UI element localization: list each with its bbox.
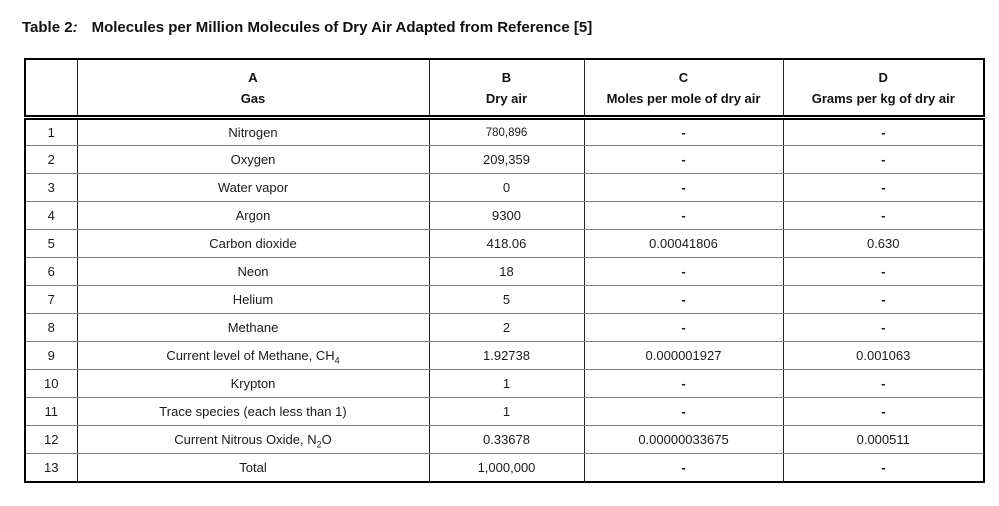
cell-row-number: 11 xyxy=(25,398,77,426)
table-row xyxy=(25,174,984,202)
cell-dry-air: 18 xyxy=(429,258,584,286)
cell-gas-name: Neon xyxy=(77,258,429,286)
header-label xyxy=(28,88,75,109)
cell-dry-air: 780,896 xyxy=(429,118,584,146)
cell-gas-name: Argon xyxy=(77,202,429,230)
cell-dry-air: 9300 xyxy=(429,202,584,230)
cell-row-number: 9 xyxy=(25,342,77,370)
header-letter xyxy=(28,67,75,88)
cell-grams-per-kg: - xyxy=(783,174,984,202)
header-label: Dry air xyxy=(485,91,528,106)
table-row xyxy=(25,286,984,314)
cell-moles-per-mole: - xyxy=(584,118,783,146)
cell-grams-per-kg: - xyxy=(783,370,984,398)
table-row xyxy=(25,146,984,174)
cell-dry-air: 209,359 xyxy=(429,146,584,174)
table-header xyxy=(25,59,984,118)
table-caption-text: Molecules per Million Molecules of Dry Air Adapted from Reference [5] xyxy=(91,19,593,36)
table-row xyxy=(25,118,984,146)
cell-gas-name: Methane xyxy=(77,314,429,342)
cell-dry-air: 5 xyxy=(429,286,584,314)
table-header-row xyxy=(25,59,984,118)
header-label: Grams per kg of dry air xyxy=(811,91,955,106)
cell-grams-per-kg: 0.630 xyxy=(783,230,984,258)
cell-moles-per-mole: - xyxy=(584,398,783,426)
cell-gas-name: Trace species (each less than 1) xyxy=(77,398,429,426)
cell-moles-per-mole: 0.000001927 xyxy=(584,342,783,370)
table-row xyxy=(25,398,984,426)
cell-moles-per-mole: - xyxy=(584,146,783,174)
cell-row-number: 4 xyxy=(25,202,77,230)
cell-grams-per-kg: 0.001063 xyxy=(783,342,984,370)
cell-grams-per-kg: 0.000511 xyxy=(783,426,984,454)
cell-gas-name: Current level of Methane, $CH_4$ xyxy=(77,342,429,370)
cell-row-number: 6 xyxy=(25,258,77,286)
cell-dry-air: 1.92738 xyxy=(429,342,584,370)
cell-row-number: 3 xyxy=(25,174,77,202)
header-letter: C xyxy=(678,70,689,85)
cell-moles-per-mole: 0.00041806 xyxy=(584,230,783,258)
cell-moles-per-mole: - xyxy=(584,454,783,482)
cell-row-number: 7 xyxy=(25,286,77,314)
cell-gas-name: Nitrogen xyxy=(77,118,429,146)
cell-dry-air: 0 xyxy=(429,174,584,202)
table-caption-colon: : xyxy=(72,19,78,36)
cell-dry-air: 1,000,000 xyxy=(429,454,584,482)
header-cell-moles-per-mole xyxy=(584,59,783,118)
table-row xyxy=(25,314,984,342)
table-row xyxy=(25,454,984,482)
header-cell-grams-per-kg xyxy=(783,59,984,118)
table-row xyxy=(25,230,984,258)
cell-gas-name: Krypton xyxy=(77,370,429,398)
cell-gas-name: Total xyxy=(77,454,429,482)
header-letter: A xyxy=(248,70,258,85)
table-caption-label: Table 2 xyxy=(22,19,73,36)
dry-air-composition-table xyxy=(24,58,985,483)
header-label: Moles per mole of dry air xyxy=(606,91,761,106)
cell-gas-name: Oxygen xyxy=(77,146,429,174)
cell-row-number: 1 xyxy=(25,118,77,146)
cell-dry-air: 418.06 xyxy=(429,230,584,258)
header-letter: B xyxy=(501,70,512,85)
table-row xyxy=(25,342,984,370)
table-body xyxy=(25,118,984,482)
cell-dry-air: 2 xyxy=(429,314,584,342)
cell-row-number: 13 xyxy=(25,454,77,482)
cell-dry-air: 1 xyxy=(429,398,584,426)
cell-grams-per-kg: - xyxy=(783,258,984,286)
cell-moles-per-mole: - xyxy=(584,174,783,202)
header-cell-dry-air xyxy=(429,59,584,118)
table-row xyxy=(25,258,984,286)
cell-grams-per-kg: - xyxy=(783,202,984,230)
cell-moles-per-mole: - xyxy=(584,370,783,398)
table-row xyxy=(25,426,984,454)
cell-moles-per-mole: - xyxy=(584,286,783,314)
cell-gas-name: Helium xyxy=(77,286,429,314)
table-row xyxy=(25,370,984,398)
cell-dry-air: 0.33678 xyxy=(429,426,584,454)
header-cell-gas xyxy=(77,59,429,118)
header-letter: D xyxy=(878,70,888,85)
cell-grams-per-kg: - xyxy=(783,454,984,482)
cell-grams-per-kg: - xyxy=(783,286,984,314)
cell-grams-per-kg: - xyxy=(783,118,984,146)
cell-moles-per-mole: - xyxy=(584,202,783,230)
cell-gas-name: Water vapor xyxy=(77,174,429,202)
table-caption xyxy=(22,19,592,36)
cell-row-number: 12 xyxy=(25,426,77,454)
cell-gas-name: Carbon dioxide xyxy=(77,230,429,258)
table-row xyxy=(25,202,984,230)
cell-grams-per-kg: - xyxy=(783,398,984,426)
cell-grams-per-kg: - xyxy=(783,314,984,342)
cell-gas-name: Current Nitrous Oxide, $N_2O$ xyxy=(77,426,429,454)
header-label: Gas xyxy=(240,91,266,106)
cell-grams-per-kg: - xyxy=(783,146,984,174)
cell-row-number: 10 xyxy=(25,370,77,398)
cell-dry-air: 1 xyxy=(429,370,584,398)
cell-moles-per-mole: - xyxy=(584,314,783,342)
cell-moles-per-mole: - xyxy=(584,258,783,286)
header-cell-row-number xyxy=(25,59,77,118)
cell-moles-per-mole: 0.00000033675 xyxy=(584,426,783,454)
cell-row-number: 8 xyxy=(25,314,77,342)
cell-row-number: 5 xyxy=(25,230,77,258)
cell-row-number: 2 xyxy=(25,146,77,174)
